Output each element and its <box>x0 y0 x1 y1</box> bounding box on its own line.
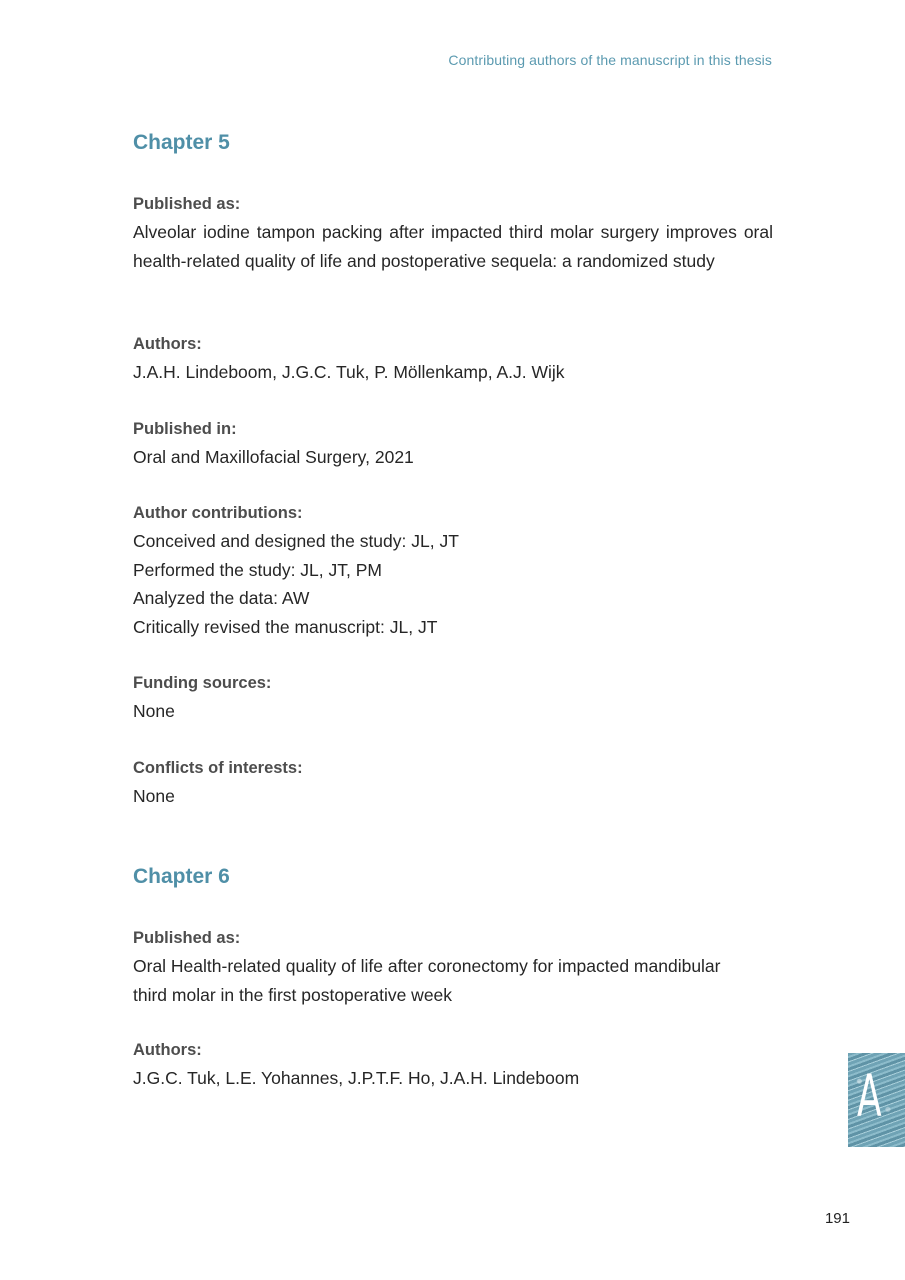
contribution-item: Analyzed the data: AW <box>133 588 310 608</box>
funding-text: None <box>133 701 175 721</box>
chapter-5-conflicts-section <box>133 754 773 811</box>
published-as-text: Alveolar iodine tampon packing after impacted third molar surgery improves oral health-related quality of life and postoperative sequela: a randomized study <box>133 222 773 271</box>
published-as-line: third molar in the first postoperative week <box>133 984 453 1005</box>
published-as-line: Oral Health-related quality of life after coronectomy for impacted mandibular <box>133 956 721 976</box>
published-in-text: Oral and Maxillofacial Surgery, 2021 <box>133 447 414 467</box>
contributions-label: Author contributions: <box>133 504 303 522</box>
contribution-item: Performed the study: JL, JT, PM <box>133 559 382 580</box>
appendix-tab <box>848 1053 905 1147</box>
chapter-5-contributions-section <box>133 499 773 641</box>
contribution-item: Critically revised the manuscript: JL, JT <box>133 616 438 637</box>
contribution-item: Conceived and designed the study: JL, JT <box>133 531 459 551</box>
chapter-6-authors-section <box>133 1036 773 1093</box>
chapter-6-title: Chapter 6 <box>133 865 230 888</box>
chapter-5-title: Chapter 5 <box>133 131 230 154</box>
chapter-5-authors-section <box>133 330 773 387</box>
authors-text: J.A.H. Lindeboom, J.G.C. Tuk, P. Möllenkamp, A.J. Wijk <box>133 362 565 382</box>
published-as-label: Published as: <box>133 195 241 213</box>
published-as-label: Published as: <box>133 929 241 947</box>
published-in-label: Published in: <box>133 420 237 438</box>
authors-label: Authors: <box>133 335 202 353</box>
authors-label: Authors: <box>133 1041 202 1059</box>
funding-label: Funding sources: <box>133 674 272 692</box>
chapter-5-published-in-section <box>133 415 773 472</box>
chapter-6-published-as-section <box>133 924 773 1009</box>
chapter-5-published-as-section <box>133 190 773 275</box>
chapter-5-funding-section <box>133 669 773 726</box>
conflicts-text: None <box>133 786 175 806</box>
authors-text: J.G.C. Tuk, L.E. Yohannes, J.P.T.F. Ho, J.A.H. Lindeboom <box>133 1068 580 1088</box>
appendix-tab-letter: A <box>857 1062 882 1130</box>
running-head: Contributing authors of the manuscript in this thesis <box>448 52 772 68</box>
conflicts-label: Conflicts of interests: <box>133 759 303 777</box>
page-number: 191 <box>824 1210 850 1227</box>
